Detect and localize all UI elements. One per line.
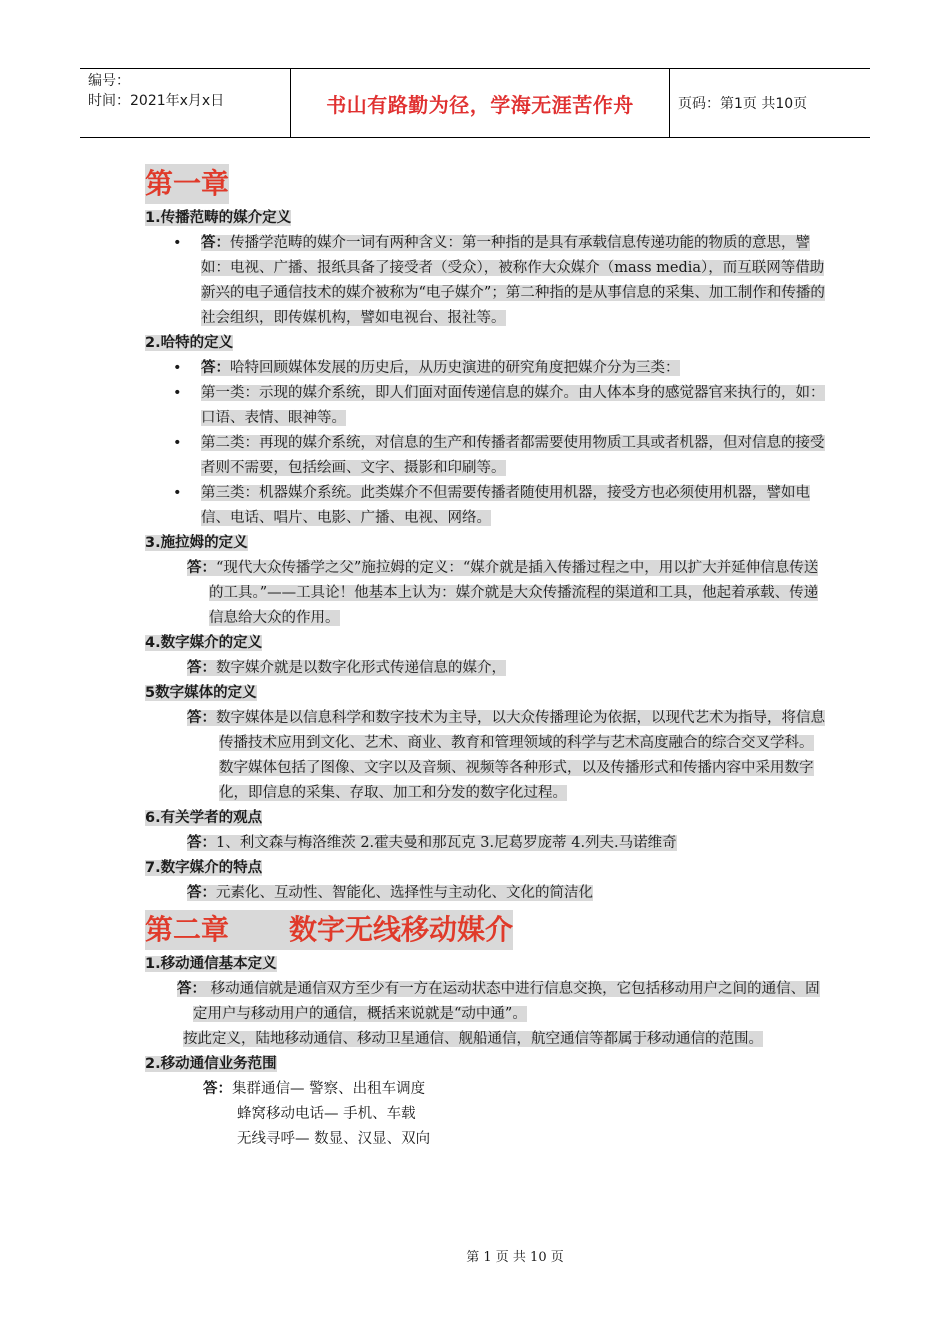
page-header: [80, 68, 870, 138]
list-item: 无线寻呼— 数显、汉显、双向: [237, 1131, 431, 1147]
header-time-label: 时间：2021年x月x日: [88, 93, 225, 109]
section-heading: 2.哈特的定义: [145, 335, 234, 351]
answer-paragraph: 答：“现代大众传播学之父”施拉姆的定义：“媒介就是插入传播过程之中，用以扩大并延伸信息传送的工具。”——工具论！他基本上认为：媒介就是大众传播流程的渠道和工具，他起着承载、传递信息给大众的作用。: [187, 560, 819, 626]
list-item: • 第三类：机器媒介系统。此类媒介不但需要传播者随使用机器，接受方也必须使用机器，譬如电信、电话、唱片、电影、广播、电视、网络。: [145, 481, 825, 531]
answer-paragraph: 答：1、利文森与梅洛维茨 2.霍夫曼和那瓦克 3.尼葛罗庞蒂 4.列夫.马诺维奇: [187, 835, 677, 851]
document-body: [145, 160, 825, 1152]
section-heading: 6.有关学者的观点: [145, 810, 263, 826]
section-heading: 4.数字媒介的定义: [145, 635, 263, 651]
header-number-label: 编号：: [88, 73, 130, 89]
list-item: • 第一类：示现的媒介系统，即人们面对面传递信息的媒介。由人体本身的感觉器官来执行的，如：口语、表情、眼神等。: [145, 381, 825, 431]
answer-paragraph: • 答：传播学范畴的媒介一词有两种含义：第一种指的是具有承载信息传递功能的物质的意思，譬如：电视、广播、报纸具备了接受者（受众），被称作大众媒介（mass media），而互联网等借助新兴的电子通信技术的媒介被称为“电子媒介”；第二种指的是从事信息的采集、加工制作和传播的社会组织，即传媒机构，譬如电视台、报社等。: [145, 231, 825, 331]
section-heading: 3.施拉姆的定义: [145, 535, 248, 551]
answer-paragraph: 答：数字媒体是以信息科学和数字技术为主导，以大众传播理论为依据，以现代艺术为指导，将信息传播技术应用到文化、艺术、商业、教育和管理领域的科学与艺术高度融合的综合交叉学科。数字媒体包括了图像、文字以及音频、视频等各种形式，以及传播形式和传播内容中采用数字化，即信息的采集、存取、加工和分发的数字化过程。: [187, 710, 825, 801]
list-item: • 第二类：再现的媒介系统，对信息的生产和传播者都需要使用物质工具或者机器，但对信息的接受者则不需要，包括绘画、文字、摄影和印刷等。: [145, 431, 825, 481]
answer-paragraph: 答：元素化、互动性、智能化、选择性与主动化、文化的简洁化: [187, 885, 593, 901]
answer-paragraph: 答： 移动通信就是通信双方至少有一方在运动状态中进行信息交换，它包括移动用户之间的通信、固定用户与移动用户的通信，概括来说就是“动中通”。: [177, 981, 820, 1022]
answer-paragraph: 答：数字媒介就是以数字化形式传递信息的媒介，: [187, 660, 506, 676]
service-list: [145, 1077, 825, 1152]
answer-paragraph: 按此定义，陆地移动通信、移动卫星通信、舰船通信，航空通信等都属于移动通信的范围。: [183, 1031, 763, 1047]
header-page-label: 页码：第1页 共10页: [678, 96, 808, 112]
chapter-2-title: 第二章 数字无线移动媒介: [145, 910, 513, 950]
section-heading: 5数字媒体的定义: [145, 685, 257, 701]
page-footer: 第 1 页 共 10 页: [466, 1250, 564, 1265]
chapter-1-title: 第一章: [145, 164, 229, 204]
section-heading: 7.数字媒介的特点: [145, 860, 263, 876]
list-item: 蜂窝移动电话— 手机、车载: [237, 1106, 416, 1122]
list-item: 答：集群通信— 警察、出租车调度: [203, 1081, 426, 1097]
answer-paragraph: • 答：哈特回顾媒体发展的历史后，从历史演进的研究角度把媒介分为三类：: [145, 356, 825, 381]
section-heading: 1.传播范畴的媒介定义: [145, 210, 292, 226]
section-heading: 2.移动通信业务范围: [145, 1056, 277, 1072]
header-meta: [80, 69, 291, 137]
header-motto: 书山有路勤为径，学海无涯苦作舟: [291, 69, 670, 137]
section-heading: 1.移动通信基本定义: [145, 956, 277, 972]
